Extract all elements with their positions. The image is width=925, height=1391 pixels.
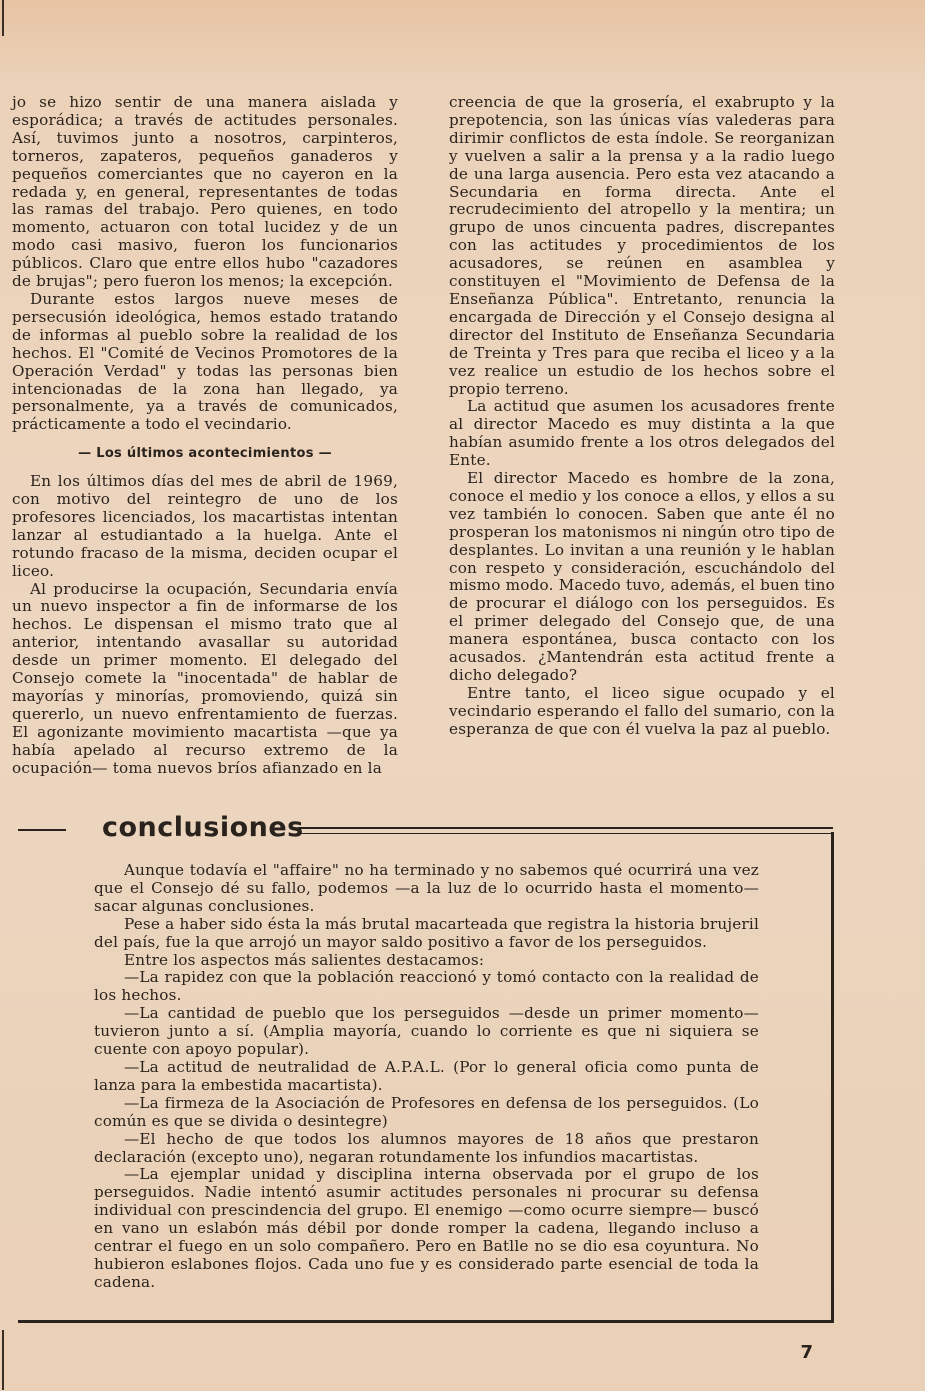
conclusions-text <box>94 862 759 1292</box>
conclusion-paragraph: Pese a haber sido ésta la más brutal macarteada que registra la historia brujeril del país, fue la que arrojó un mayor saldo positivo a favor de los perseguidos. <box>94 914 759 951</box>
conclusion-paragraph: Entre los aspectos más salientes destacamos: <box>124 950 485 969</box>
conclusion-item: —La rapidez con que la población reaccionó y tomó contacto con la realidad de los hechos. <box>94 968 759 1005</box>
conclusion-paragraph: Aunque todavía el "affaire" no ha terminado y no sabemos qué ocurrirá una vez que el Consejo dé su fallo, podemos —a la luz de lo ocurrido hasta el momento— sacar algunas conclusiones. <box>94 861 759 915</box>
right-paragraph-4: Entre tanto, el liceo sigue ocupado y el vecindario esperando el fallo del sumario, con la esperanza de que con él vuelva la paz al pueblo. <box>449 683 835 738</box>
conclusion-item: —El hecho de que todos los alumnos mayores de 18 años que prestaron declaración (excepto uno), negaran rotundamente los infundios macartistas. <box>94 1129 759 1166</box>
conclusion-item: —La firmeza de la Asociación de Profesores en defensa de los perseguidos. (Lo común es que se divida o desintegre) <box>94 1093 759 1130</box>
conclusions-header <box>18 812 833 848</box>
conclusion-item: —La ejemplar unidad y disciplina interna observada por el grupo de los perseguidos. Nadie intentó asumir actitudes personales ni procurar su defensa individual con prescindencia del grupo. El enemigo —como ocurre siempre— buscó en vano un eslabón más débil por donde romper la cadena, llegando incluso a centrar el fuego en un solo compañero. Pero en Batlle no se dio esa coyuntura. No hubieron eslabones flojos. Cada uno fue y es considerado parte esencial de toda la cadena. <box>94 1165 759 1291</box>
page-number: 7 <box>800 1342 813 1363</box>
conclusion-item: —La actitud de neutralidad de A.P.A.L. (Por lo general oficia como punta de lanza para la embestida macartista). <box>94 1057 759 1094</box>
left-paragraph-2: Durante estos largos nueve meses de persecusión ideológica, hemos estado tratando de informas al pueblo sobre la realidad de los hechos. El "Comité de Vecinos Promotores de la Operación Verdad" y todas las personas bien intencionadas de la zona han llegado, ya personalmente, ya a través de comunicados, prácticamente a todo el vecindario. <box>12 289 398 434</box>
right-paragraph-2: La actitud que asumen los acusadores frente al director Macedo es muy distinta a la que habían asumido frente a los otros delegados del Ente. <box>449 397 835 470</box>
conclusions-title: conclusiones <box>102 812 304 843</box>
section-subheading: — Los últimos acontecimientos — <box>78 446 332 462</box>
left-paragraph-1: jo se hizo sentir de una manera aislada y esporádica; a través de actitudes personales. Así, tuvimos junto a nosotros, carpinteros, torneros, zapateros, pequeños ganaderos y pequeños comerciantes que no cayeron en la redada y, en general, representantes de todas las ramas del trabajo. Pero quienes, en todo momento, actuaron con total lucidez y de un modo casi masivo, fueron los funcionarios públicos. Claro que entre ellos hubo "cazadores de brujas"; pero fueron los menos; la excepción. <box>12 93 398 291</box>
header-rule-left <box>18 829 66 831</box>
conclusion-item: —La cantidad de pueblo que los perseguidos —desde un primer momento— tuvieron junto a sí. (Amplia mayoría, cuando lo corriente es que ni siquiera se cuente con apoyo popular). <box>94 1004 759 1059</box>
margin-mark-top <box>2 0 4 36</box>
left-column <box>12 94 398 778</box>
right-paragraph-1: creencia de que la grosería, el exabrupto y la prepotencia, son las únicas vías valederas para dirimir conflictos de esta índole. Se reorganizan y vuelven a salir a la prensa y a la radio luego de una larga ausencia. Pero esta vez atacando a Secundaria en forma directa. Ante el recrudecimiento del atropello y la mentira; un grupo de unos cincuenta padres, discrepantes con las actitudes y procedimientos de los acusadores, se reúnen en asamblea y constituyen el "Movimiento de Defensa de la Enseñanza Pública". Entretanto, renuncia la encargada de Dirección y el Consejo designa al director del Instituto de Enseñanza Secundaria de Treinta y Tres para que reciba el liceo y a la vez realice un estudio de los hechos sobre el propio terreno. <box>449 93 835 398</box>
right-column <box>449 94 835 739</box>
header-rule-right <box>298 827 833 834</box>
margin-mark-bottom <box>2 1330 4 1390</box>
left-paragraph-3: En los últimos días del mes de abril de 1969, con motivo del reintegro de uno de los profesores licenciados, los macartistas intentan lanzar al estudiantado a la huelga. Ante el rotundo fracaso de la misma, deciden ocupar el liceo. <box>12 472 398 580</box>
left-paragraph-4: Al producirse la ocupación, Secundaria envía un nuevo inspector a fin de informarse de los hechos. Le dispensan el mismo trato que al anterior, intentando avasallar su autoridad desde un primer momento. El delegado del Consejo comete la "inocentada" de hablar de mayorías y minorías, promoviendo, quizá sin quererlo, un nuevo enfrentamiento de fuerzas. El agonizante movimiento macartista —que ya había apelado al recurso extremo de la ocupación— toma nuevos bríos afianzado en la <box>12 579 398 777</box>
right-paragraph-3: El director Macedo es hombre de la zona, conoce el medio y los conoce a ellos, y ellos a su vez también lo conocen. Saben que ante él no prosperan los matonismos ni ningún otro tipo de desplantes. Lo invitan a una reunión y le hablan con respeto y consideración, escuchándolo del mismo modo. Macedo tuvo, además, el buen tino de procurar el diálogo con los perseguidos. Es el primer delegado del Consejo que, de una manera espontánea, busca contacto con los acusados. ¿Mantendrán esta actitud frente a dicho delegado? <box>449 469 835 684</box>
